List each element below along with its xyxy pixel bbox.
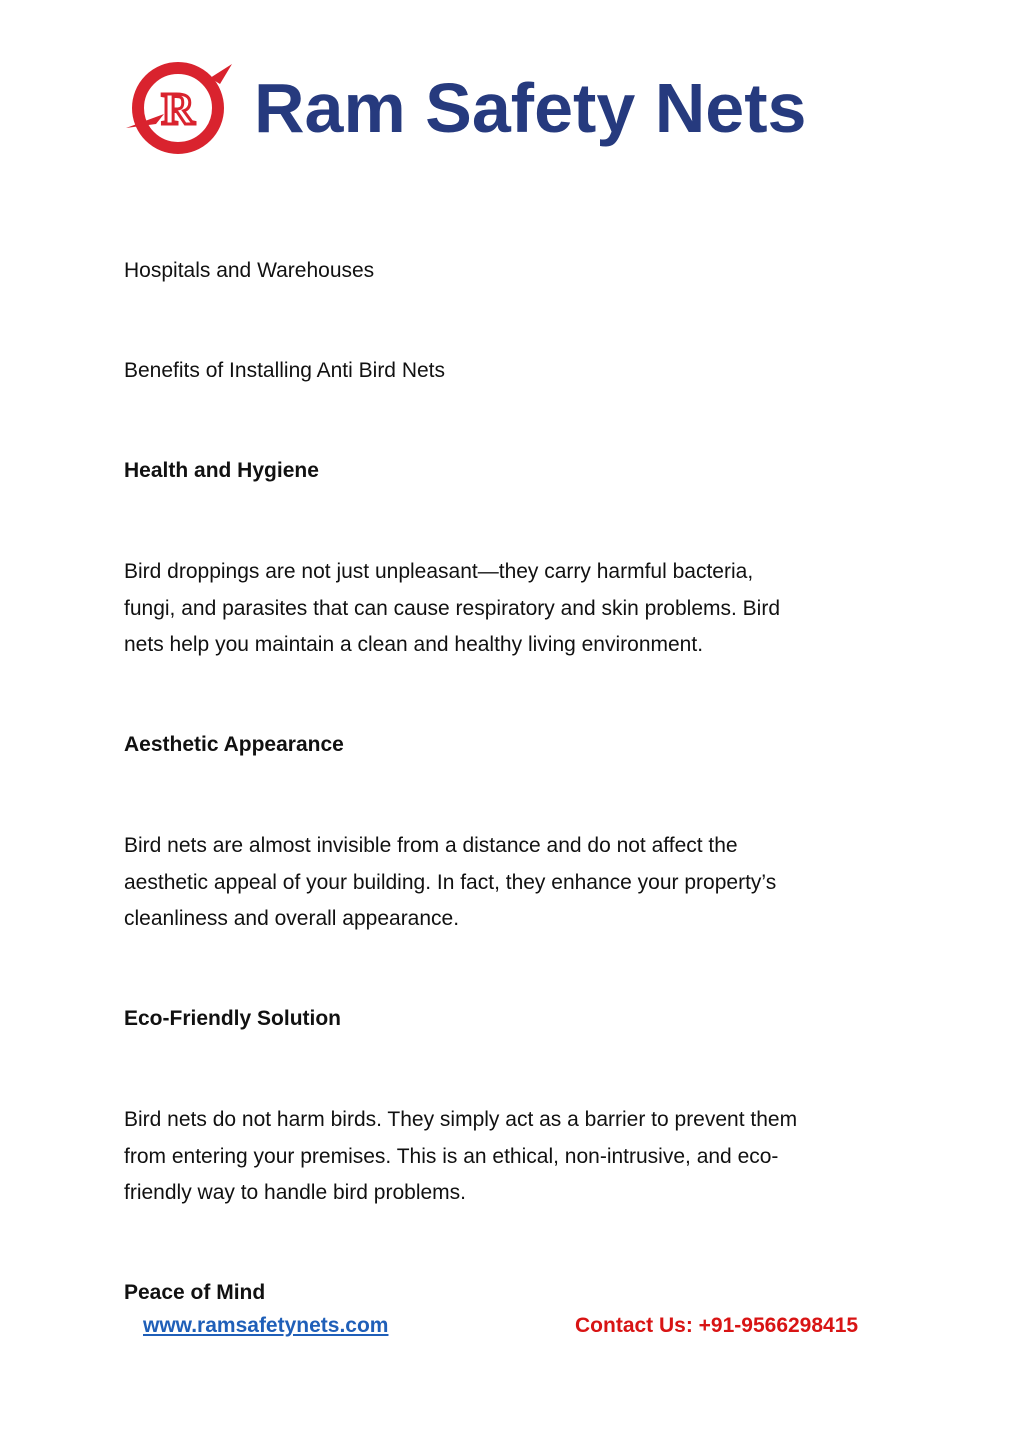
paragraph-line: aesthetic appeal of your building. In fact, they enhance your property’s xyxy=(124,870,777,894)
logo-icon xyxy=(124,58,234,158)
section-paragraph xyxy=(124,828,894,938)
brand-name: Ram Safety Nets xyxy=(254,69,807,147)
paragraph-line: fungi, and parasites that can cause respiratory and skin problems. Bird xyxy=(124,596,781,620)
section-paragraph xyxy=(124,554,894,664)
document-line: Hospitals and Warehouses xyxy=(124,259,375,282)
section-heading: Aesthetic Appearance xyxy=(124,733,344,756)
paragraph-line: Bird nets are almost invisible from a distance and do not affect the xyxy=(124,834,738,857)
paragraph-line: Bird droppings are not just unpleasant—they carry harmful bacteria, xyxy=(124,560,754,583)
section-heading: Eco-Friendly Solution xyxy=(124,1007,342,1030)
paragraph-line: nets help you maintain a clean and healthy living environment. xyxy=(124,633,704,656)
paragraph-line: friendly way to handle bird problems. xyxy=(124,1181,467,1204)
paragraph-line: Bird nets do not harm birds. They simply act as a barrier to prevent them xyxy=(124,1108,798,1131)
paragraph-line: from entering your premises. This is an ethical, non-intrusive, and eco- xyxy=(124,1144,779,1168)
logo-letter: R xyxy=(161,83,195,134)
document-line: Benefits of Installing Anti Bird Nets xyxy=(124,359,445,382)
website-link[interactable]: www.ramsafetynets.com xyxy=(143,1314,389,1337)
paragraph-line: cleanliness and overall appearance. xyxy=(124,907,460,930)
section-paragraph xyxy=(124,1102,894,1212)
section-heading: Health and Hygiene xyxy=(124,459,319,482)
section-heading: Peace of Mind xyxy=(124,1281,266,1304)
header-logo xyxy=(124,58,904,158)
contact-info: Contact Us: +91-9566298415 xyxy=(575,1314,859,1337)
